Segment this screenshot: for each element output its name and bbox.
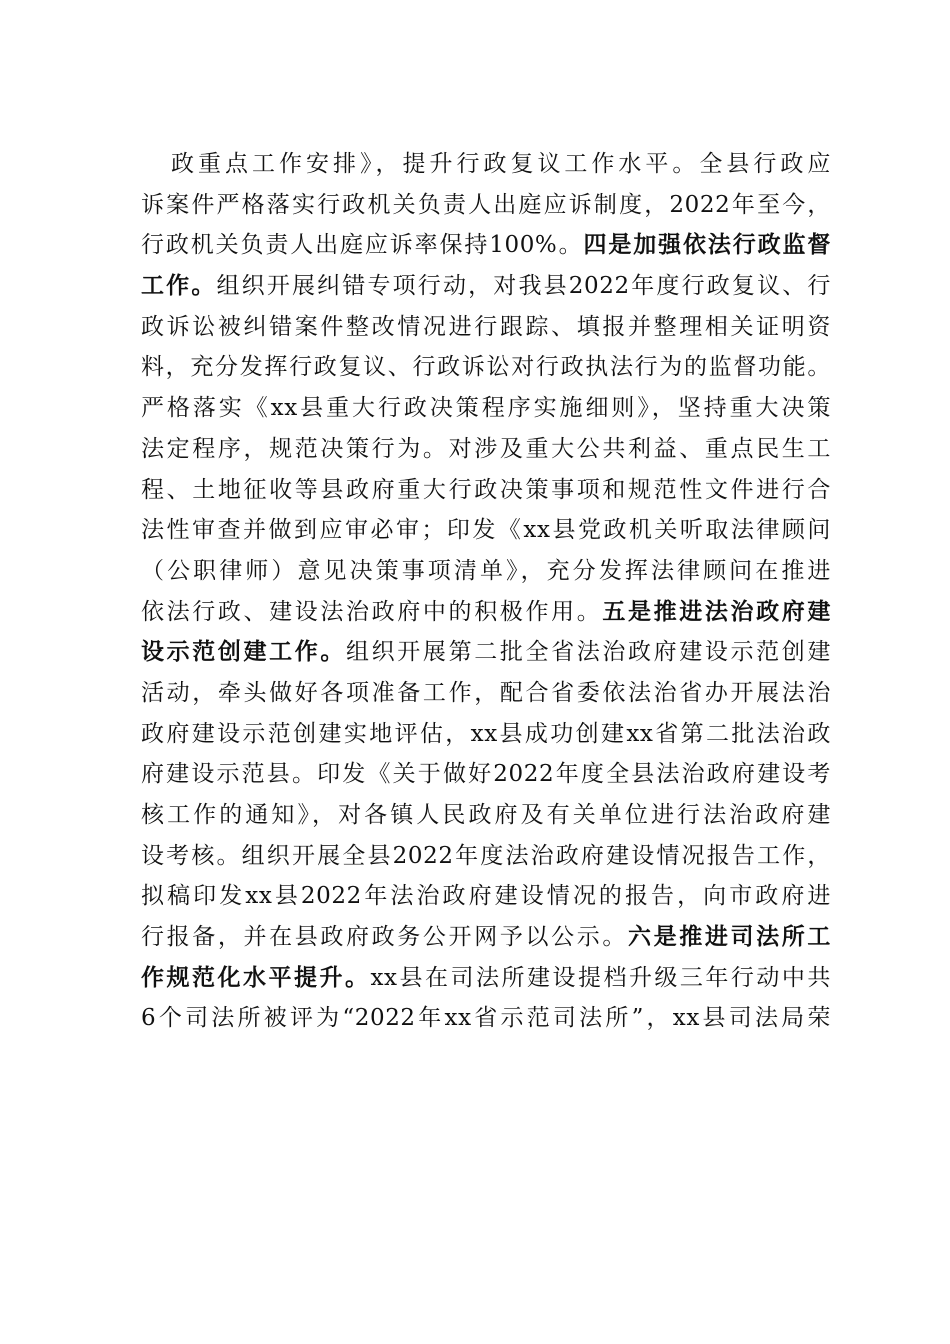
text-line bbox=[141, 185, 831, 226]
body-text: 政府建设示范创建实地评估，xx县成功创建xx省第二批法治政 bbox=[141, 720, 831, 747]
text-line bbox=[141, 714, 831, 755]
text-line bbox=[141, 998, 831, 1039]
text-line bbox=[141, 592, 831, 633]
text-line bbox=[141, 347, 831, 388]
body-text: 6个司法所被评为“2022年xx省示范司法所”，xx县司法局荣 bbox=[141, 1005, 831, 1032]
body-text: 诉案件严格落实行政机关负责人出庭应诉制度，2022年至今， bbox=[141, 191, 831, 218]
text-line bbox=[141, 673, 831, 714]
text-line bbox=[141, 266, 831, 307]
body-text: 法性审查并做到应审必审；印发《xx县党政机关听取法律顾问 bbox=[141, 517, 831, 544]
text-line bbox=[141, 510, 831, 551]
body-text: 料，充分发挥行政复议、行政诉讼对行政执法行为的监督功能。 bbox=[141, 354, 831, 381]
text-line bbox=[141, 754, 831, 795]
body-text: 拟稿印发xx县2022年法治政府建设情况的报告，向市政府进 bbox=[141, 883, 831, 910]
bold-heading-text: 六是推进司法所工 bbox=[627, 923, 831, 951]
body-text: 设考核。组织开展全县2022年度法治政府建设情况报告工作， bbox=[141, 842, 831, 869]
text-line bbox=[141, 632, 831, 673]
body-text: 行政机关负责人出庭应诉率保持100%。 bbox=[141, 232, 584, 259]
text-line bbox=[141, 470, 831, 511]
text-line bbox=[141, 795, 831, 836]
body-text: 组织开展第二批全省法治政府建设示范创建 bbox=[346, 639, 831, 666]
body-text: 依法行政、建设法治政府中的积极作用。 bbox=[141, 598, 603, 625]
text-line bbox=[141, 958, 831, 999]
body-text: 府建设示范县。印发《关于做好2022年度全县法治政府建设考 bbox=[141, 761, 831, 788]
body-text: 法定程序，规范决策行为。对涉及重大公共利益、重点民生工 bbox=[141, 435, 831, 462]
text-line bbox=[141, 144, 831, 185]
text-line bbox=[141, 836, 831, 877]
bold-heading-text: 作规范化水平提升。 bbox=[141, 963, 371, 991]
body-text: 组织开展纠错专项行动，对我县2022年度行政复议、行 bbox=[216, 273, 831, 300]
text-line bbox=[141, 225, 831, 266]
body-text: 活动，牵头做好各项准备工作，配合省委依法治省办开展法治 bbox=[141, 679, 831, 706]
bold-heading-text: 工作。 bbox=[141, 272, 217, 300]
text-line bbox=[141, 551, 831, 592]
body-text: 程、土地征收等县政府重大行政决策事项和规范性文件进行合 bbox=[141, 476, 831, 503]
body-text: 政重点工作安排》，提升行政复议工作水平。全县行政应 bbox=[171, 151, 831, 177]
body-text: （公职律师）意见决策事项清单》，充分发挥法律顾问在推进 bbox=[141, 557, 831, 584]
text-line bbox=[141, 307, 831, 348]
body-text: 政诉讼被纠错案件整改情况进行跟踪、填报并整理相关证明资 bbox=[141, 313, 831, 340]
bold-heading-text: 设示范创建工作。 bbox=[141, 638, 347, 666]
text-line bbox=[141, 876, 831, 917]
body-text: 行报备，并在县政府政务公开网予以公示。 bbox=[141, 924, 628, 951]
text-line bbox=[141, 429, 831, 470]
bold-heading-text: 五是推进法治政府建 bbox=[602, 597, 831, 625]
body-text: 严格落实《xx县重大行政决策程序实施细则》，坚持重大决策 bbox=[141, 395, 831, 422]
text-line bbox=[141, 917, 831, 958]
body-text: xx县在司法所建设提档升级三年行动中共 bbox=[370, 964, 831, 991]
bold-heading-text: 四是加强依法行政监督 bbox=[583, 231, 832, 259]
text-line bbox=[141, 388, 831, 429]
body-paragraph bbox=[141, 144, 831, 1039]
body-text: 核工作的通知》，对各镇人民政府及有关单位进行法治政府建 bbox=[141, 802, 831, 828]
